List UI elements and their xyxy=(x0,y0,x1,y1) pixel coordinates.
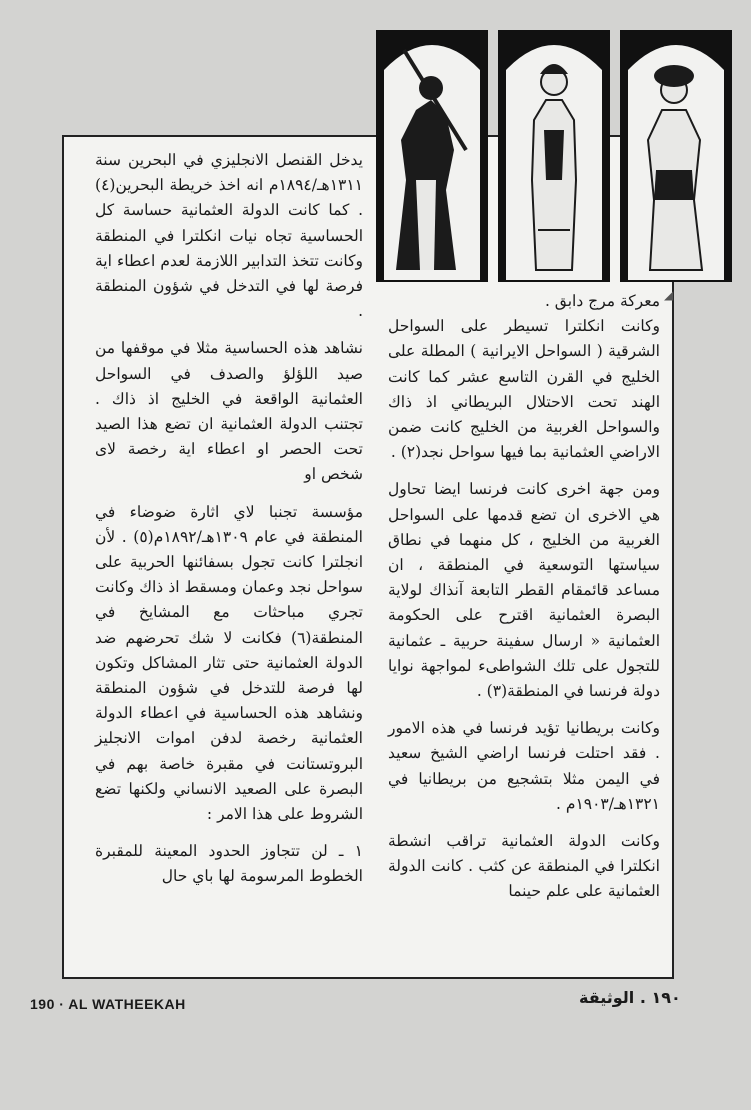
footer-page-label-arabic: ١٩٠ . الوثيقة xyxy=(579,988,681,1007)
paragraph: يدخل القنصل الانجليزي في البحرين سنة ١٣١١هـ/١٨٩٤م انه اخذ خريطة البحرين(٤) . كما كانت الدولة العثمانية حساسة كل الحساسية تجاه نيات انكلترا في المنطقة وكانت تتخذ التدابير اللازمة لعدم اعطاء اية فرصة لها في التدخل في شؤون المنطقة . xyxy=(95,151,363,321)
figure-illustration-2 xyxy=(498,30,610,282)
figure-illustration-3 xyxy=(620,30,732,282)
paragraph: معركة مرج دابق . xyxy=(544,292,660,310)
caption-arrow-icon: ◢ xyxy=(664,288,674,302)
left-text-column xyxy=(95,148,363,902)
paragraph: وكانت بريطانيا تؤيد فرنسا في هذه الامور . فقد احتلت فرنسا اراضي الشيخ سعيد في اليمن مثلا بتشجيع من بريطانيا في ١٣٢١هـ/١٩٠٣م . xyxy=(388,719,660,813)
footer-page-label-latin: 190 · AL WATHEEKAH xyxy=(30,996,186,1012)
illustrations-group xyxy=(376,30,722,282)
paragraph: ومن جهة اخرى كانت فرنسا ايضا تحاول هي الاخرى ان تضع قدمها على السواحل الغربية من الخليج ، كل منهما في نطاق سياستها التوسعية في المنطقة ، ان مساعد قائمقام القطر التابعة آنذاك لولاية البصرة العثمانية اقترح على الحكومة العثمانية « ارسال سفينة حربية ـ عثمانية للتجول على تلك الشواطىء لمواجهة نوايا دولة فرنسا في المنطقة(٣) . xyxy=(388,480,660,701)
paragraph: ١ ـ لن تتجاوز الحدود المعينة للمقبرة الخطوط المرسومة لها باي حال xyxy=(95,842,363,886)
paragraph: وكانت الدولة العثمانية تراقب انشطة انكلترا في المنطقة عن كثب . كانت الدولة العثمانية على علم حينما xyxy=(388,832,660,901)
paragraph: مؤسسة تجنبا لاي اثارة ضوضاء في المنطقة في عام ١٣٠٩هـ/١٨٩٢م(٥) . لأن انجلترا كانت تجول بسفائنها الحربية على سواحل نجد وعمان ومسقط اذ ذاك وكانت تجري مباحثات مع المشايخ في المنطقة(٦) فكانت لا شك تحرضهم ضد الدولة العثمانية حتى تثار المشاكل وتكون لها فرصة للتدخل في شؤون المنطقة ونشاهد هذه الحساسية في اعطاء الدولة العثمانية رخصة لدفن اموات الانجليز البروتستانت في مقبرة خاصة بهم في البصرة على الصعيد الانساني ولكنها تضع الشروط على هذا الامر : xyxy=(95,502,363,824)
paragraph: نشاهد هذه الحساسية مثلا في موقفها من صيد اللؤلؤ والصدف في السواحل العثمانية الواقعة في الخليج اذ ذاك . تجتنب الدولة العثمانية ان تضع هذا الصيد تحت الحصر او اعطاء اية رخصة لاى شخص او xyxy=(95,339,363,484)
figure-illustration-1 xyxy=(376,30,488,282)
paragraph: وكانت انكلترا تسيطر على السواحل الشرقية ( السواحل الايرانية ) المطلة على الخليج في القرن التاسع عشر كما كانت الهند تحت الاحتلال البريطاني اذ ذاك والسواحل الغربية من الخليج كانت ضمن الاراضي العثمانية بما فيها سواحل نجد(٢) . xyxy=(388,317,660,462)
right-text-column xyxy=(388,289,660,917)
